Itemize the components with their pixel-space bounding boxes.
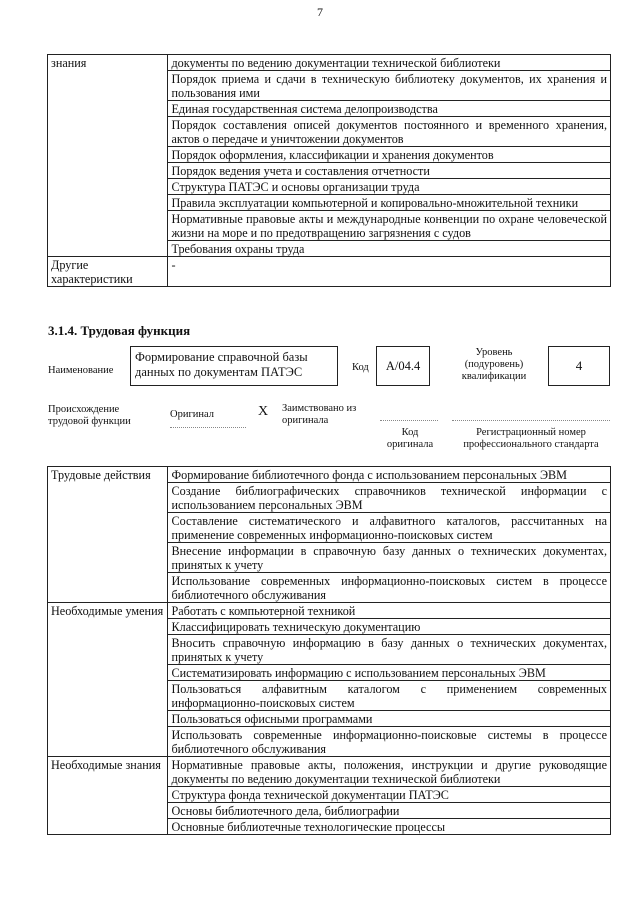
table-cell: Нормативные правовые акты и международные конвенции по охране человеческой жизни на море и по предотвращению загрязнения с судов [168, 211, 611, 241]
labor-function-table [47, 466, 611, 835]
section-title: 3.1.4. Трудовая функция [48, 323, 191, 338]
table-cell: - [168, 257, 611, 287]
table-cell: Структура фонда технической документации ПАТЭС [168, 787, 611, 803]
original-mark: X [258, 404, 269, 419]
table-cell: Требования охраны труда [168, 241, 611, 257]
table-cell: Порядок ведения учета и составления отчетности [168, 163, 611, 179]
table-cell: Создание библиографических справочников технической информации с использованием персональных ЭВМ [168, 483, 611, 513]
table-cell: Основы библиотечного дела, библиографии [168, 803, 611, 819]
table-cell: Использовать современные информационно-поисковые системы в процессе библиотечного обслуживания [168, 727, 611, 757]
table-cell: Использование современных информационно-поисковых систем в процессе библиотечного обслуживания [168, 573, 611, 603]
row-label: Необходимые знания [48, 757, 168, 835]
reg-number-field [452, 398, 610, 421]
row-label: Необходимые умения [48, 603, 168, 757]
code-original-label: Код оригинала [386, 427, 434, 450]
original-label: Оригинал [170, 409, 246, 428]
table-cell: Составление систематического и алфавитного каталогов, рассчитанных на применение современных информационно-поисковых систем [168, 513, 611, 543]
row-label: знания [48, 55, 168, 257]
table-cell: Структура ПАТЭС и основы организации труда [168, 179, 611, 195]
row-label: Другие характеристики [48, 257, 168, 287]
table-cell: Нормативные правовые акты, положения, инструкции и другие руководящие документы по ведению документации технической библиотеки [168, 757, 611, 787]
reg-number-label: Регистрационный номер профессионального стандарта [463, 427, 599, 450]
level-box: 4 [548, 346, 610, 386]
table-cell: Систематизировать информацию с использованием персональных ЭВМ [168, 665, 611, 681]
table-cell: Основные библиотечные технологические процессы [168, 819, 611, 835]
table-cell: Пользоваться алфавитным каталогом с применением современных информационно-поисковых систем [168, 681, 611, 711]
borrowed-label: Заимствовано из оригинала [282, 403, 357, 426]
table-cell: Порядок приема и сдачи в техническую библиотеку документов, их хранения и пользования ими [168, 71, 611, 101]
code-label: Код [352, 362, 369, 373]
table-cell: Вносить справочную информацию в базу данных о технических документах, принятых к учету [168, 635, 611, 665]
code-original-field [380, 398, 438, 421]
origin-label: Происхождение трудовой функции [48, 404, 131, 427]
name-label: Наименование [48, 365, 114, 376]
table-cell: Классифицировать техническую документацию [168, 619, 611, 635]
row-label: Трудовые действия [48, 467, 168, 603]
table-cell: Порядок составления описей документов постоянного и временного хранения, актов о передаче и уничтожении документов [168, 117, 611, 147]
table-cell: документы по ведению документации технической библиотеки [168, 55, 611, 71]
table-cell: Порядок оформления, классификации и хранения документов [168, 147, 611, 163]
code-box: A/04.4 [376, 346, 430, 386]
table-cell: Внесение информации в справочную базу данных о технических документах, принятых к учету [168, 543, 611, 573]
table-cell: Пользоваться офисными программами [168, 711, 611, 727]
table-cell: Единая государственная система делопроизводства [168, 101, 611, 117]
knowledge-table [47, 54, 611, 287]
page-number: 7 [317, 5, 323, 19]
function-name-box: Формирование справочной базы данных по документам ПАТЭС [130, 346, 338, 386]
table-cell: Формирование библиотечного фонда с использованием персональных ЭВМ [168, 467, 611, 483]
table-cell: Правила эксплуатации компьютерной и копировально-множительной техники [168, 195, 611, 211]
level-label: Уровень (подуровень) квалификации [461, 347, 527, 382]
table-cell: Работать с компьютерной техникой [168, 603, 611, 619]
